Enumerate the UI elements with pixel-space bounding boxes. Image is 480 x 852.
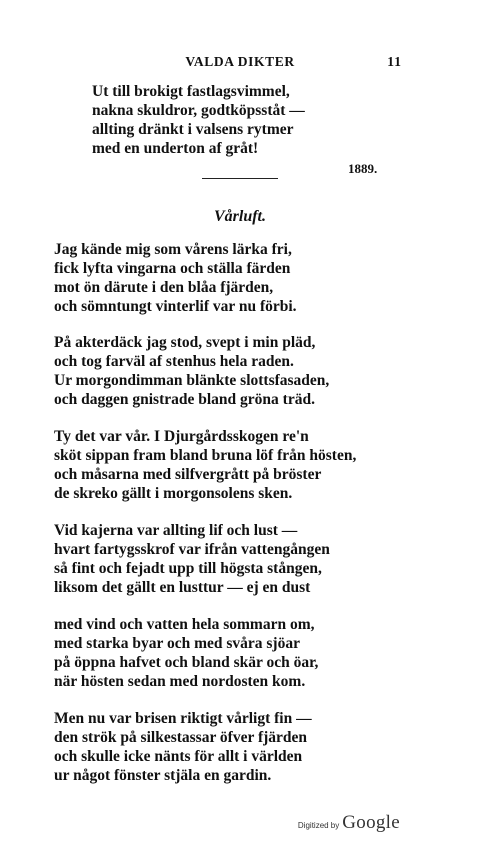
- poem-line: hvart fartygsskrof var ifrån vattengången: [54, 541, 330, 558]
- poem-line: med starka byar och med svåra sjöar: [54, 635, 300, 652]
- poem-title: Vårluft.: [213, 208, 266, 225]
- poem-line: Vid kajerna var allting lif och lust —: [54, 522, 298, 539]
- poem-line: med en underton af gråt!: [92, 140, 259, 157]
- poem-line: sköt sippan fram bland bruna löf från hösten,: [54, 447, 357, 464]
- poem-line: ur något fönster stjäla en gardin.: [54, 767, 272, 784]
- poem-line: liksom det gällt en lusttur — ej en dust: [54, 579, 311, 596]
- poem-line: allting dränkt i valsens rytmer: [92, 121, 294, 138]
- poem-line: Ut till brokigt fastlagsvimmel,: [92, 83, 290, 100]
- google-logo: Google: [342, 812, 400, 833]
- poem-line: och måsarna med silfvergrått på bröster: [54, 466, 322, 483]
- stanza: [54, 709, 356, 785]
- watermark-prefix: Digitized by: [297, 821, 340, 830]
- poem-line: Ty det var vår. I Djurgårdsskogen re'n: [54, 428, 309, 445]
- running-title: VALDA DIKTER: [185, 54, 295, 69]
- stanza: [54, 615, 356, 691]
- stanza: [54, 521, 356, 597]
- poem-body: [54, 240, 356, 803]
- poem-year: 1889.: [348, 161, 378, 176]
- poem-line: så fint och fejadt upp till högsta stången,: [54, 560, 322, 577]
- stanza: [54, 333, 356, 409]
- poem-line: med vind och vatten hela sommarn om,: [54, 616, 315, 633]
- poem-line: På akterdäck jag stod, svept i min pläd,: [54, 334, 316, 351]
- digitization-watermark: [298, 812, 400, 834]
- poem-line: och tog farväl af stenhus hela raden.: [54, 353, 294, 370]
- stanza: [54, 427, 356, 503]
- page-number: 11: [387, 54, 402, 69]
- poem-line: fick lyfta vingarna och ställa färden: [54, 260, 291, 277]
- poem-line: när hösten sedan med nordosten kom.: [54, 673, 306, 690]
- poem-line: Men nu var brisen riktigt vårligt fin —: [54, 710, 312, 727]
- poem-line: och skulle icke nänts för allt i världen: [54, 748, 303, 765]
- stanza: [54, 240, 356, 316]
- previous-poem-ending: [92, 82, 305, 158]
- poem-line: Ur morgondimman blänkte slottsfasaden,: [54, 372, 330, 389]
- poem-line: och daggen gnistrade bland gröna träd.: [54, 391, 315, 408]
- poem-line: de skreko gällt i morgonsolens sken.: [54, 485, 293, 502]
- poem-line: på öppna hafvet och bland skär och öar,: [54, 654, 319, 671]
- poem-line: den strök på silkestassar öfver fjärden: [54, 729, 308, 746]
- section-divider: [202, 178, 278, 179]
- poem-line: och sömntungt vinterlif var nu förbi.: [54, 298, 297, 315]
- poem-line: Jag kände mig som vårens lärka fri,: [54, 241, 292, 258]
- poem-line: nakna skuldror, godtköpsståt —: [92, 102, 305, 119]
- poem-line: mot ön därute i den blåa fjärden,: [54, 279, 274, 296]
